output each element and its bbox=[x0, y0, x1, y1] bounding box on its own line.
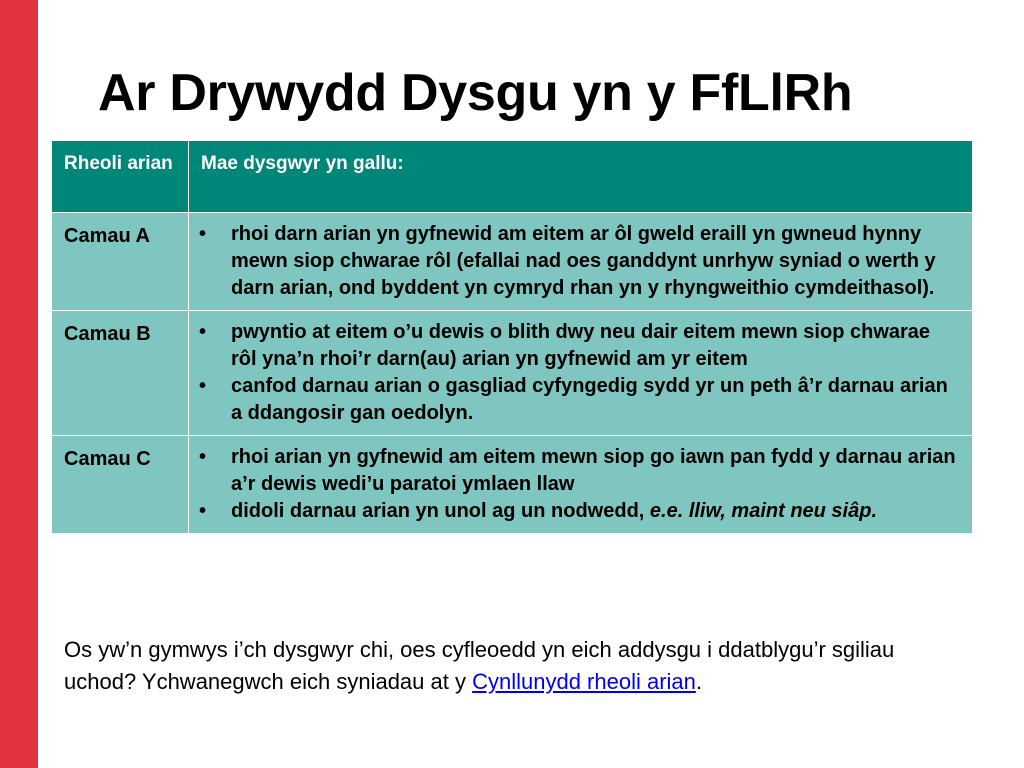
header-money-management: Rheoli arian bbox=[52, 141, 189, 213]
list-item-text: pwyntio at eitem o’u dewis o blith dwy neu dair eitem mewn siop chwarae rôl yna’n rhoi’r darn(au) arian yn gyfnewid am yr eitem bbox=[231, 321, 931, 370]
stage-label: Camau B bbox=[52, 311, 189, 436]
table-header-row bbox=[52, 141, 973, 213]
header-learners-can: Mae dysgwyr yn gallu: bbox=[189, 141, 973, 213]
bullet-icon: • bbox=[199, 321, 207, 343]
stage-label: Camau A bbox=[52, 213, 189, 311]
table-row-camau-b bbox=[52, 311, 973, 436]
stage-points-cell bbox=[189, 213, 973, 311]
list-item-example-text: e.e. lliw, maint neu siâp. bbox=[649, 500, 878, 522]
table-row-camau-a bbox=[52, 213, 973, 311]
bullet-icon: • bbox=[199, 375, 207, 397]
list-item bbox=[199, 444, 960, 498]
list-item bbox=[199, 319, 960, 373]
stage-points-cell bbox=[189, 436, 973, 534]
bullet-icon: • bbox=[199, 223, 207, 245]
bullet-icon: • bbox=[199, 446, 207, 468]
bullet-icon: • bbox=[199, 500, 207, 522]
footer-prompt bbox=[64, 634, 964, 698]
list-item-text: didoli darnau arian yn unol ag un nodwedd, bbox=[231, 500, 650, 522]
list-item bbox=[199, 498, 960, 525]
stage-label: Camau C bbox=[52, 436, 189, 534]
list-item bbox=[199, 373, 960, 427]
list-item-text: rhoi arian yn gyfnewid am eitem mewn siop go iawn pan fydd y darnau arian a’r dewis wedi’u paratoi ymlaen llaw bbox=[231, 446, 956, 495]
slide-title: Ar Drywydd Dysgu yn y FfLlRh bbox=[98, 64, 853, 122]
list-item bbox=[199, 221, 960, 302]
bullet-list bbox=[199, 444, 960, 525]
table-row-camau-c bbox=[52, 436, 973, 534]
bullet-list bbox=[199, 319, 960, 427]
footer-end-punctuation: . bbox=[695, 669, 703, 694]
list-item-text: canfod darnau arian o gasgliad cyfyngedig sydd yr un peth â’r darnau arian a ddangosir gan oedolyn. bbox=[231, 375, 948, 424]
money-management-table bbox=[51, 140, 973, 534]
stage-points-cell bbox=[189, 311, 973, 436]
list-item-text: rhoi darn arian yn gyfnewid am eitem ar ôl gweld eraill yn gwneud hynny mewn siop chwarae rôl (efallai nad oes ganddynt unrhyw syniad o werth y darn arian, ond byddent yn cymryd rhan yn y rhyngweithio cymdeithasol). bbox=[231, 223, 936, 299]
footer-question-text: Os yw’n gymwys i’ch dysgwyr chi, oes cyfleoedd yn eich addysgu i ddatblygu’r sgiliau uchod? Ychwanegwch eich syniadau at y bbox=[64, 637, 895, 694]
money-planner-link[interactable]: Cynllunydd rheoli arian bbox=[472, 669, 696, 694]
bullet-list bbox=[199, 221, 960, 302]
red-side-bar bbox=[0, 0, 38, 768]
